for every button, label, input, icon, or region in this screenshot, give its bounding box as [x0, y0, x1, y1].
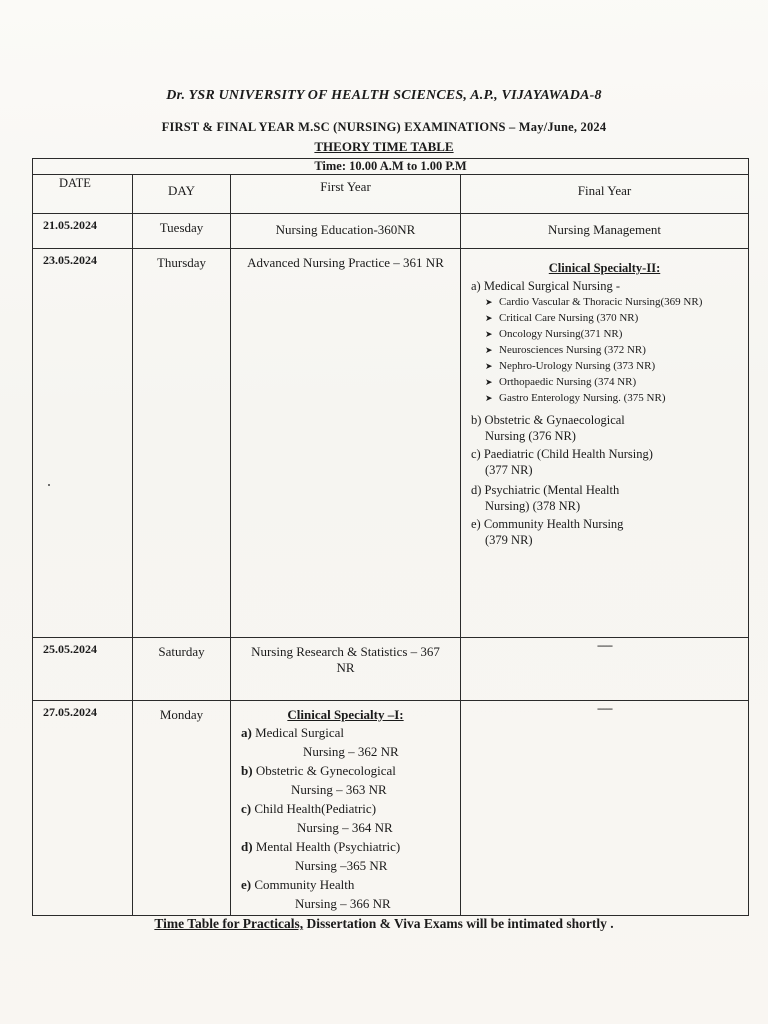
timetable-title: THEORY TIME TABLE — [314, 139, 454, 154]
specialty-ii-title: Clinical Specialty-II: — [548, 261, 661, 275]
arrow-bullet-icon: ➤ — [485, 377, 493, 387]
specialty-i-item-e: e) Community Health Nursing – 366 NR — [241, 877, 391, 911]
theory-timetable — [32, 158, 749, 916]
row-first-year-subject: Nursing Education-360NR — [231, 214, 461, 249]
specialty-item-a: a) Medical Surgical Nursing - — [471, 279, 621, 293]
list-item: ➤ Neurosciences Nursing (372 NR) — [485, 344, 646, 356]
row-date: 27.05.2024 — [33, 701, 133, 916]
row-day: Thursday — [133, 249, 231, 638]
row-first-year-subject: Nursing Research & Statistics – 367 NR — [231, 638, 461, 701]
list-item: ➤ Orthopaedic Nursing (374 NR) — [485, 376, 637, 388]
row-date: 23.05.2024 — [33, 249, 133, 638]
list-item: ➤ Cardio Vascular & Thoracic Nursing(369 NR) — [485, 296, 703, 308]
specialty-i-item-d: d) Mental Health (Psychiatric) Nursing –365 NR — [241, 839, 401, 873]
scan-speck — [48, 484, 50, 486]
footer-underlined-text: Time Table for Practicals, — [154, 916, 304, 931]
row-day: Saturday — [133, 638, 231, 701]
table-row — [33, 214, 749, 249]
footer-note — [0, 916, 768, 932]
row-final-year-empty: ----- — [461, 701, 749, 916]
col-header-date: DATE — [33, 175, 133, 214]
table-row — [33, 638, 749, 701]
list-item: ➤ Nephro-Urology Nursing (373 NR) — [485, 360, 656, 372]
footer-text: Dissertation & Viva Exams will be intimated shortly . — [303, 916, 614, 931]
list-item: ➤ Oncology Nursing(371 NR) — [485, 328, 623, 340]
row-first-year-specialty — [231, 701, 461, 916]
row-first-year-subject: Advanced Nursing Practice – 361 NR — [231, 249, 461, 638]
row-final-year-empty: ----- — [461, 638, 749, 701]
header-row — [33, 175, 749, 214]
specialty-i-title: Clinical Specialty –I: — [287, 707, 404, 722]
specialty-i-item-a: a) Medical Surgical Nursing – 362 NR — [241, 725, 399, 759]
row-final-year-subject: Nursing Management — [461, 214, 749, 249]
arrow-bullet-icon: ➤ — [485, 297, 493, 307]
exam-time: Time: 10.00 A.M to 1.00 P.M — [33, 159, 749, 175]
arrow-bullet-icon: ➤ — [485, 345, 493, 355]
specialty-item-b: b) Obstetric & Gynaecological Nursing (376 NR) — [471, 413, 625, 443]
specialty-a-sublist — [467, 294, 742, 406]
specialty-item-d: d) Psychiatric (Mental Health Nursing) (378 NR) — [471, 483, 620, 513]
arrow-bullet-icon: ➤ — [485, 329, 493, 339]
row-final-year-specialty — [461, 249, 749, 638]
specialty-item-c: c) Paediatric (Child Health Nursing) (377 NR) — [471, 447, 653, 477]
table-row — [33, 701, 749, 916]
list-item: ➤ Critical Care Nursing (370 NR) — [485, 312, 639, 324]
row-day: Tuesday — [133, 214, 231, 249]
specialty-i-item-b: b) Obstetric & Gynecological Nursing – 363 NR — [241, 763, 396, 797]
table-row — [33, 249, 749, 638]
time-row — [33, 159, 749, 175]
col-header-final-year: Final Year — [461, 175, 749, 214]
arrow-bullet-icon: ➤ — [485, 361, 493, 371]
specialty-i-item-c: c) Child Health(Pediatric) Nursing – 364 NR — [241, 801, 393, 835]
row-date: 21.05.2024 — [33, 214, 133, 249]
exam-heading: FIRST & FINAL YEAR M.SC (NURSING) EXAMINATIONS – May/June, 2024 — [161, 120, 607, 134]
arrow-bullet-icon: ➤ — [485, 313, 493, 323]
row-date: 25.05.2024 — [33, 638, 133, 701]
university-heading: Dr. YSR UNIVERSITY OF HEALTH SCIENCES, A.P., VIJAYAWADA-8 — [166, 88, 602, 103]
col-header-day: DAY — [133, 175, 231, 214]
col-header-first-year: First Year — [231, 175, 461, 214]
arrow-bullet-icon: ➤ — [485, 393, 493, 403]
row-day: Monday — [133, 701, 231, 916]
list-item: ➤ Gastro Enterology Nursing. (375 NR) — [485, 392, 666, 404]
specialty-item-e: e) Community Health Nursing (379 NR) — [471, 517, 624, 547]
